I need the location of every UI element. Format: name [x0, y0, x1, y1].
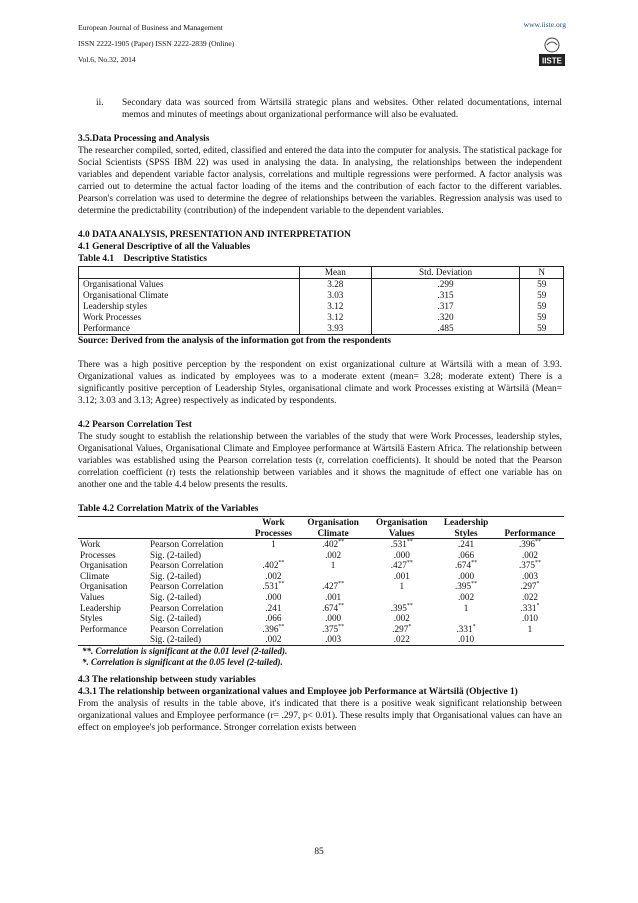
statistic-label: Sig. (2-tailed): [150, 549, 202, 560]
correlation-cell: [496, 581, 564, 592]
value-cell: 59: [520, 290, 564, 301]
correlation-cell: [367, 571, 436, 582]
significance-marker: **: [406, 602, 413, 609]
value-cell: 3.28: [300, 279, 372, 291]
table-header-cell: N: [520, 267, 564, 279]
volume-line: Vol.6, No.32, 2014: [78, 55, 136, 64]
table-row: [79, 323, 564, 335]
cell-value: 1: [399, 581, 405, 592]
cell-value: .395: [390, 602, 407, 613]
correlation-cell: [299, 581, 368, 592]
logo-text: IISTE: [541, 56, 563, 66]
table-row: [79, 312, 564, 323]
correlation-cell: [248, 603, 299, 614]
cell-value: .022: [521, 591, 539, 602]
correlation-cell: [299, 539, 368, 550]
significance-marker: **: [278, 560, 285, 567]
table-header-cell: [436, 517, 496, 539]
significance-marker: **: [406, 560, 413, 567]
table-row: [79, 279, 564, 291]
variable-label: Performance: [80, 623, 127, 634]
cell-value: 1: [271, 539, 276, 549]
table-header-cell: [79, 267, 300, 279]
correlation-cell: [436, 571, 496, 582]
correlation-cell: [248, 634, 299, 645]
correlation-cell: [367, 592, 436, 603]
statistic-label: Sig. (2-tailed): [150, 591, 202, 602]
table-row: [78, 550, 564, 561]
value-cell: 3.93: [300, 323, 372, 335]
cell-value: .531: [262, 581, 279, 592]
cell-value: .674: [454, 560, 472, 571]
cell-value: .001: [325, 591, 342, 602]
variable-label: Organisation: [80, 560, 128, 571]
table-row: [78, 539, 564, 550]
correlation-cell: [299, 624, 368, 635]
correlation-cell: [436, 634, 496, 645]
variable-label: Work: [78, 539, 148, 550]
cell-value: .002: [265, 634, 282, 645]
cell-value: .001: [393, 570, 410, 581]
correlation-cell: [299, 550, 368, 561]
statistic-label: Pearson Correlation: [150, 623, 224, 634]
row-label-cell: Work Processes: [83, 312, 142, 322]
cell-value: .531: [390, 539, 407, 549]
value-cell: 59: [520, 301, 564, 312]
variable-label: [78, 634, 148, 645]
value-cell: 3.03: [300, 290, 372, 301]
statistic-label: Pearson Correlation: [150, 560, 224, 571]
cell-value: .002: [393, 613, 410, 624]
correlation-cell: [436, 550, 496, 561]
running-header: [78, 20, 234, 68]
header-line: [498, 517, 562, 528]
correlation-cell: [496, 550, 564, 561]
significance-marker: **: [338, 602, 345, 609]
correlation-cell: [436, 560, 496, 571]
table-row: [79, 290, 564, 301]
header-line: Organisation: [307, 517, 359, 527]
section-4-2-paragraph: The study sought to establish the relationship between the variables of the study that were Work Processes, leadership styles, Organisational Values, Organisational Climate and Employee performance at Wärtsilä Eastern Africa. The relationship between variables was established using the Pearson correlation tests (r, correlation coefficients). It should be noted that the Pearson correlation coefficient (r) tests the relationship between variables and it shows the magnitude of effect one variable has on another one and the table 4.4 below presents the results.: [78, 432, 562, 490]
statistic-label: Sig. (2-tailed): [150, 613, 202, 624]
table-header-cell: [496, 517, 564, 539]
variable-label: Values: [80, 591, 105, 602]
section-4-3-1-paragraph: From the analysis of results in the table above, it's indicated that there is a positive weak significant relationship between organizational values and Employee performance (r= .297, p< 0.01). These results imply that Organisational values can have an effect on employee's job performance. Stronger correlation exists between: [78, 698, 562, 733]
cell-value: .002: [325, 549, 342, 560]
cell-value: .002: [457, 591, 475, 602]
table-4-1-source: Source: Derived from the analysis of the information got from the respondents: [78, 336, 392, 346]
significance-marker: **: [471, 581, 478, 588]
header-line: Values: [388, 527, 415, 538]
significance-marker: **: [535, 538, 542, 545]
significance-marker: **: [338, 623, 345, 630]
table-row: [78, 560, 564, 571]
cell-value: .375: [322, 623, 339, 634]
correlation-cell: [496, 560, 564, 571]
list-item-text: Secondary data was sourced from Wärtsilä strategic plans and websites. Other related documentations, internal memos and minutes of meetings about organizational performance will also be evaluated.: [122, 98, 562, 120]
value-cell: .320: [371, 312, 520, 323]
cell-value: 1: [330, 560, 336, 571]
table-4-2-caption: Table 4.2 Correlation Matrix of the Variables: [78, 504, 259, 514]
statistic-label: Pearson Correlation: [150, 581, 224, 592]
table-header-cell: [248, 517, 299, 539]
correlation-cell: [248, 539, 299, 550]
correlation-cell: [436, 603, 496, 614]
correlation-cell: [367, 560, 436, 571]
cell-value: .297: [520, 581, 537, 592]
correlation-cell: [436, 624, 496, 635]
section-4-2-title: 4.2 Pearson Correlation Test: [78, 420, 192, 430]
correlation-cell: [299, 613, 368, 624]
cell-value: .674: [322, 602, 339, 613]
value-cell: 59: [520, 279, 564, 291]
cell-value: .022: [393, 634, 410, 645]
row-label-cell: Leadership styles: [83, 301, 148, 311]
row-label-cell: Organisational Climate: [83, 290, 169, 300]
table-header-row: [79, 267, 564, 279]
correlation-cell: [496, 592, 564, 603]
issn-line: ISSN 2222-1905 (Paper) ISSN 2222-2839 (Online): [78, 39, 235, 48]
section-3-5-title: 3.5.Data Processing and Analysis: [78, 134, 210, 144]
value-cell: .317: [371, 301, 520, 312]
table-row: [78, 571, 564, 582]
table-header-row: [78, 517, 564, 539]
significance-note-2: *. Correlation is significant at the 0.05 level (2-tailed).: [82, 656, 283, 667]
value-cell: 3.12: [300, 301, 372, 312]
header-line: Organisation: [375, 517, 428, 527]
page-number: 85: [314, 847, 324, 857]
correlation-cell: [248, 581, 299, 592]
cell-value: 1: [463, 602, 469, 613]
descriptive-statistics-table: [78, 266, 564, 335]
table-row: [78, 581, 564, 592]
cell-value: .066: [265, 613, 282, 624]
row-label-cell: Performance: [83, 323, 130, 333]
correlation-cell: [299, 603, 368, 614]
variable-label: Climate: [80, 570, 110, 581]
value-cell: .315: [371, 290, 520, 301]
correlation-cell: [436, 581, 496, 592]
table-header-cell: [367, 517, 436, 539]
header-line: Climate: [317, 527, 349, 538]
correlation-cell: [496, 624, 564, 635]
variable-label: Processes: [80, 549, 116, 560]
table-header-cell: Std. Deviation: [371, 267, 520, 279]
cell-value: .066: [457, 549, 475, 560]
correlation-cell: [436, 613, 496, 624]
correlation-cell: [299, 560, 368, 571]
table-row: [78, 634, 564, 645]
value-cell: 59: [520, 323, 564, 335]
correlation-cell: [248, 592, 299, 603]
variable-label: Leadership: [80, 602, 121, 613]
significance-marker: **: [278, 623, 285, 630]
correlation-cell: [299, 592, 368, 603]
header-line: Leadership: [443, 517, 489, 527]
significance-note-1: **. Correlation is significant at the 0.01 level (2-tailed).: [82, 645, 288, 656]
statistic-label: Pearson Correlation: [148, 539, 248, 550]
table-4-1-caption: Table 4.1 Descriptive Statistics: [78, 254, 208, 264]
significance-marker: *: [536, 602, 540, 609]
significance-marker: *: [472, 623, 476, 630]
cell-value: .297: [392, 623, 409, 634]
cell-value: .003: [521, 570, 539, 581]
correlation-cell: [436, 592, 496, 603]
correlation-cell: [248, 613, 299, 624]
correlation-cell: [496, 634, 564, 645]
journal-name: European Journal of Business and Management: [78, 23, 223, 32]
list-marker: ii.: [96, 98, 104, 108]
correlation-cell: [367, 603, 436, 614]
main-content: [78, 97, 562, 734]
significance-marker: **: [535, 560, 542, 567]
correlation-cell: [367, 624, 436, 635]
header-line: Styles: [454, 527, 478, 538]
cell-value: .375: [518, 560, 536, 571]
variable-label: Styles: [80, 613, 103, 624]
correlation-cell: [436, 539, 496, 550]
significance-marker: **: [338, 538, 345, 545]
table-row: [78, 592, 564, 603]
value-cell: .485: [371, 323, 520, 335]
cell-value: 1: [527, 623, 533, 634]
row-label-cell: Organisational Values: [83, 279, 164, 289]
header-line: Work: [262, 517, 285, 527]
cell-value: .402: [262, 560, 279, 571]
cell-value: .396: [262, 623, 279, 634]
correlation-cell: [496, 603, 564, 614]
cell-value: .331: [456, 623, 473, 634]
correlation-cell: [367, 539, 436, 550]
correlation-cell: [367, 581, 436, 592]
section-4-3-1-title: 4.3.1 The relationship between organizational values and Employee job Performance at Wärtsilä (Objective 1): [78, 686, 518, 697]
correlation-cell: [299, 571, 368, 582]
section-4-0-title: 4.0 DATA ANALYSIS, PRESENTATION AND INTERPRETATION: [78, 230, 351, 240]
cell-value: .000: [325, 613, 342, 624]
cell-value: .010: [521, 613, 539, 624]
statistic-label: Sig. (2-tailed): [150, 634, 202, 645]
table-row: [78, 624, 564, 635]
cell-value: .402: [322, 539, 339, 549]
correlation-cell: [248, 560, 299, 571]
table-header-cell: [299, 517, 368, 539]
cell-value: .396: [518, 539, 536, 549]
cell-value: .427: [390, 560, 407, 571]
cell-value: .241: [457, 539, 475, 549]
section-4-1-title: 4.1 General Descriptive of all the Valuables: [78, 242, 251, 252]
section-3-5-paragraph: The researcher compiled, sorted, edited, classified and entered the data into the computer for analysis. The statistical package for Social Scientists (SPSS IBM 22) was used in analysing the data. In analysing, the relationships between the independent variables and dependent variable factor analysis, correlations and multiple regressions were performed. A factor analysis was carried out to determine the actual factor loading of the items and the contribution of each factor to the different variables. Pearson's correlation was used to determine the degree of relationships between the variables. Regression analysis was used to determine the predictability (contribution) of the independent variable to the dependent variables.: [78, 146, 562, 216]
cell-value: .427: [322, 581, 339, 592]
statistic-label: Pearson Correlation: [150, 602, 224, 613]
significance-marker: *: [536, 581, 540, 588]
header-line: Processes: [254, 527, 292, 538]
correlation-cell: [367, 634, 436, 645]
significance-marker: **: [406, 538, 413, 545]
header-line: Performance: [504, 527, 556, 538]
cell-value: .002: [265, 570, 282, 581]
correlation-cell: [248, 571, 299, 582]
correlation-cell: [496, 613, 564, 624]
table-row: [78, 603, 564, 614]
correlation-matrix-table: [78, 516, 564, 646]
table-header-cell: Mean: [300, 267, 372, 279]
section-4-3-title: 4.3 The relationship between study variables: [78, 674, 256, 685]
table-row: [79, 301, 564, 312]
cell-value: .002: [521, 549, 539, 560]
significance-marker: **: [278, 581, 285, 588]
list-item-ii: [78, 97, 562, 121]
significance-marker: *: [408, 623, 412, 630]
cell-value: .000: [393, 549, 410, 560]
correlation-cell: [367, 613, 436, 624]
cell-value: .003: [325, 634, 342, 645]
value-cell: .299: [371, 279, 520, 291]
correlation-cell: [299, 634, 368, 645]
variable-label: Organisation: [80, 581, 128, 592]
value-cell: 3.12: [300, 312, 372, 323]
correlation-cell: [496, 571, 564, 582]
section-4-1-paragraph: There was a high positive perception by the respondent on exist organizational culture at Wärtsilä with a mean of 3.93. Organizational values as indicated by employees was to a moderate extent (mean= 3.28; moderate extent) There is a significantly positive perception of Leadership Styles, organisational climate and work Processes existing at Wärtsilä (Mean= 3.12; 3.03 and 3.13; Agree) respectively as indicated by respondents.: [78, 360, 562, 406]
correlation-cell: [248, 550, 299, 561]
journal-url-link[interactable]: www.iiste.org: [523, 20, 566, 29]
cell-value: .000: [265, 591, 282, 602]
table-row: [78, 613, 564, 624]
cell-value: .331: [520, 602, 537, 613]
cell-value: .010: [457, 634, 475, 645]
cell-value: .395: [454, 581, 472, 592]
cell-value: .000: [457, 570, 475, 581]
correlation-cell: [367, 550, 436, 561]
statistic-label: Sig. (2-tailed): [150, 570, 202, 581]
cell-value: .241: [265, 602, 282, 613]
correlation-cell: [496, 539, 564, 550]
significance-marker: **: [471, 560, 478, 567]
iiste-logo: [538, 36, 566, 68]
value-cell: 59: [520, 312, 564, 323]
significance-marker: **: [338, 581, 345, 588]
correlation-cell: [248, 624, 299, 635]
